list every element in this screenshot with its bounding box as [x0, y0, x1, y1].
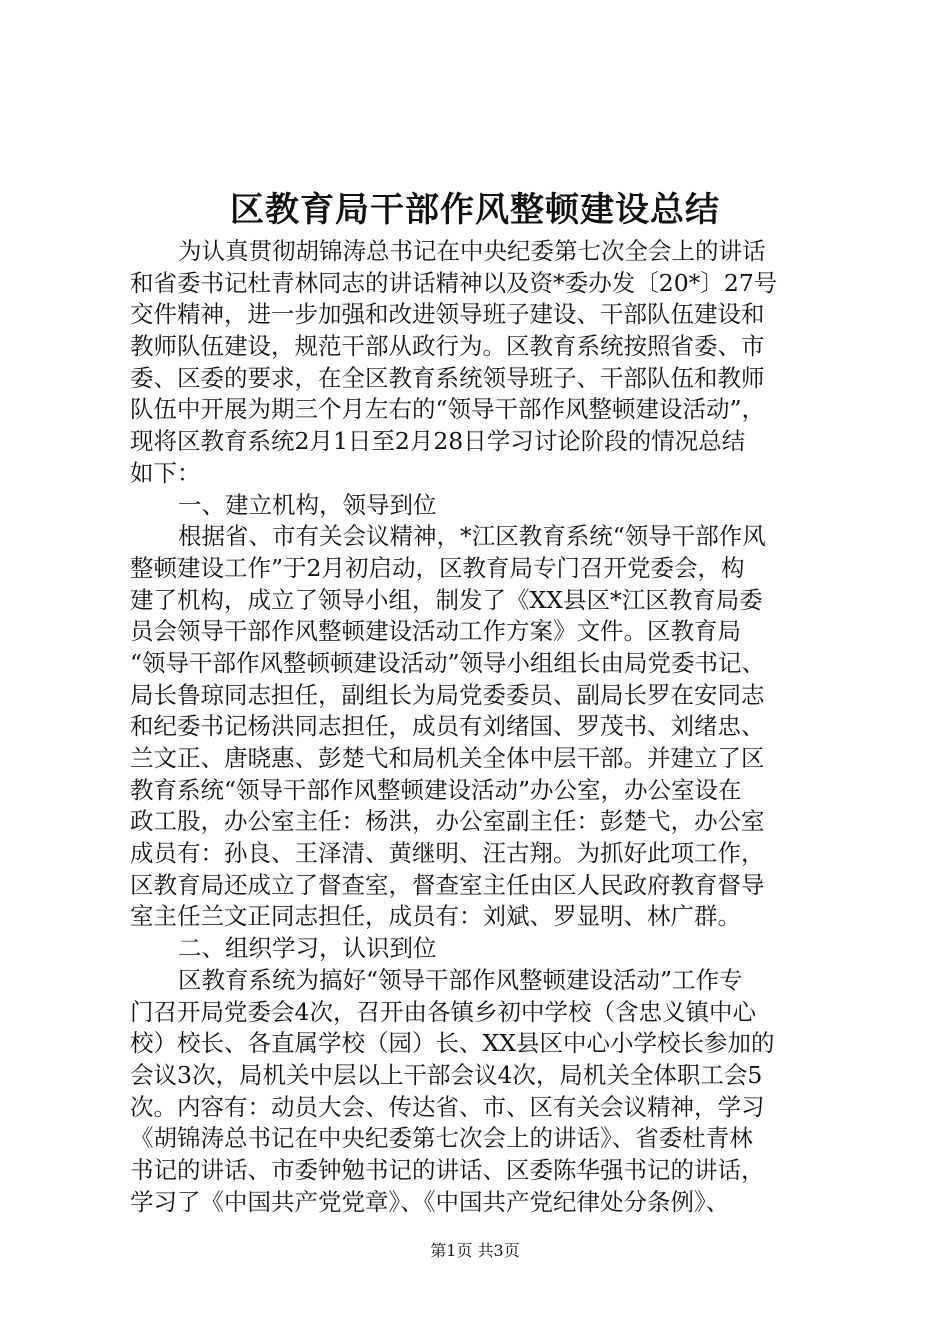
text-line: 根据省、市有关会议精神，*江区教育系统“领导干部作风 [178, 522, 766, 551]
text-line: 如下： [130, 458, 201, 487]
text-line: 区教育局还成立了督查室，督查室主任由区人民政府教育督导 [130, 870, 765, 899]
page-number: 第1页 共3页 [430, 1241, 520, 1260]
text-line: 政工股，办公室主任：杨洪，办公室副主任：彭楚弋，办公室 [130, 807, 765, 836]
text-line: 学习了《中国共产党党章》、《中国共产党纪律处分条例》、 [130, 1187, 730, 1216]
text-line: 建了机构，成立了领导小组，制发了《XX县区*江区教育局委 [130, 585, 763, 614]
text-line: 教育系统“领导干部作风整顿建设活动”办公室，办公室设在 [130, 775, 742, 804]
text-line: 现将区教育系统2月1日至2月28日学习讨论阶段的情况总结 [130, 427, 746, 456]
text-line: 交件精神，进一步加强和改进领导班子建设、干部队伍建设和 [130, 300, 765, 329]
document-body [130, 236, 830, 1218]
text-line: 和省委书记杜青林同志的讲话精神以及资*委办发〔20*〕27号 [130, 268, 778, 297]
text-line: 委、区委的要求，在全区教育系统领导班子、干部队伍和教师 [130, 363, 765, 392]
text-line: 教师队伍建设，规范干部从政行为。区教育系统按照省委、市 [130, 332, 765, 361]
text-line: 校）校长、各直属学校（园）长、XX县区中心小学校长参加的 [130, 1029, 775, 1058]
text-line: “领导干部作风整顿顿建设活动”领导小组组长由局党委书记、 [130, 648, 766, 677]
text-line: 次。内容有：动员大会、传达省、市、区有关会议精神，学习 [130, 1092, 765, 1121]
text-line: 和纪委书记杨洪同志担任，成员有刘绪国、罗茂书、刘绪忠、 [130, 712, 765, 741]
section-heading: 二、组织学习，认识到位 [178, 934, 437, 963]
text-line: 为认真贯彻胡锦涛总书记在中央纪委第七次全会上的讲话 [178, 237, 766, 265]
text-line: 会议3次，局机关中层以上干部会议4次，局机关全体职工会5 [130, 1060, 763, 1089]
section-heading: 一、建立机构，领导到位 [178, 490, 437, 519]
text-line: 局长鲁琼同志担任，副组长为局党委委员、副局长罗在安同志 [130, 680, 765, 709]
text-line: 室主任兰文正同志担任，成员有：刘斌、罗显明、林广群。 [130, 902, 741, 931]
text-line: 员会领导干部作风整顿建设活动工作方案》文件。区教育局 [130, 617, 741, 646]
text-line: 整顿建设工作”于2月初启动，区教育局专门召开党委会，构 [130, 553, 745, 582]
text-line: 门召开局党委会4次，召开由各镇乡初中学校（含忠义镇中心 [130, 997, 756, 1026]
text-line: 兰文正、唐晓惠、彭楚弋和局机关全体中层干部。并建立了区 [130, 744, 765, 772]
text-line: 《胡锦涛总书记在中央纪委第七次会上的讲话》、省委杜青林 [130, 1124, 753, 1153]
text-line: 队伍中开展为期三个月左右的“领导干部作风整顿建设活动”， [130, 395, 766, 424]
text-line: 书记的讲话、市委钟勉书记的讲话、区委陈华强书记的讲话， [130, 1155, 765, 1184]
text-line: 区教育系统为搞好“领导干部作风整顿建设活动”工作专 [178, 965, 743, 994]
document-title: 区教育局干部作风整顿建设总结 [230, 190, 720, 230]
text-line: 成员有：孙良、王泽清、黄继明、汪古翔。为抓好此项工作， [130, 839, 765, 868]
